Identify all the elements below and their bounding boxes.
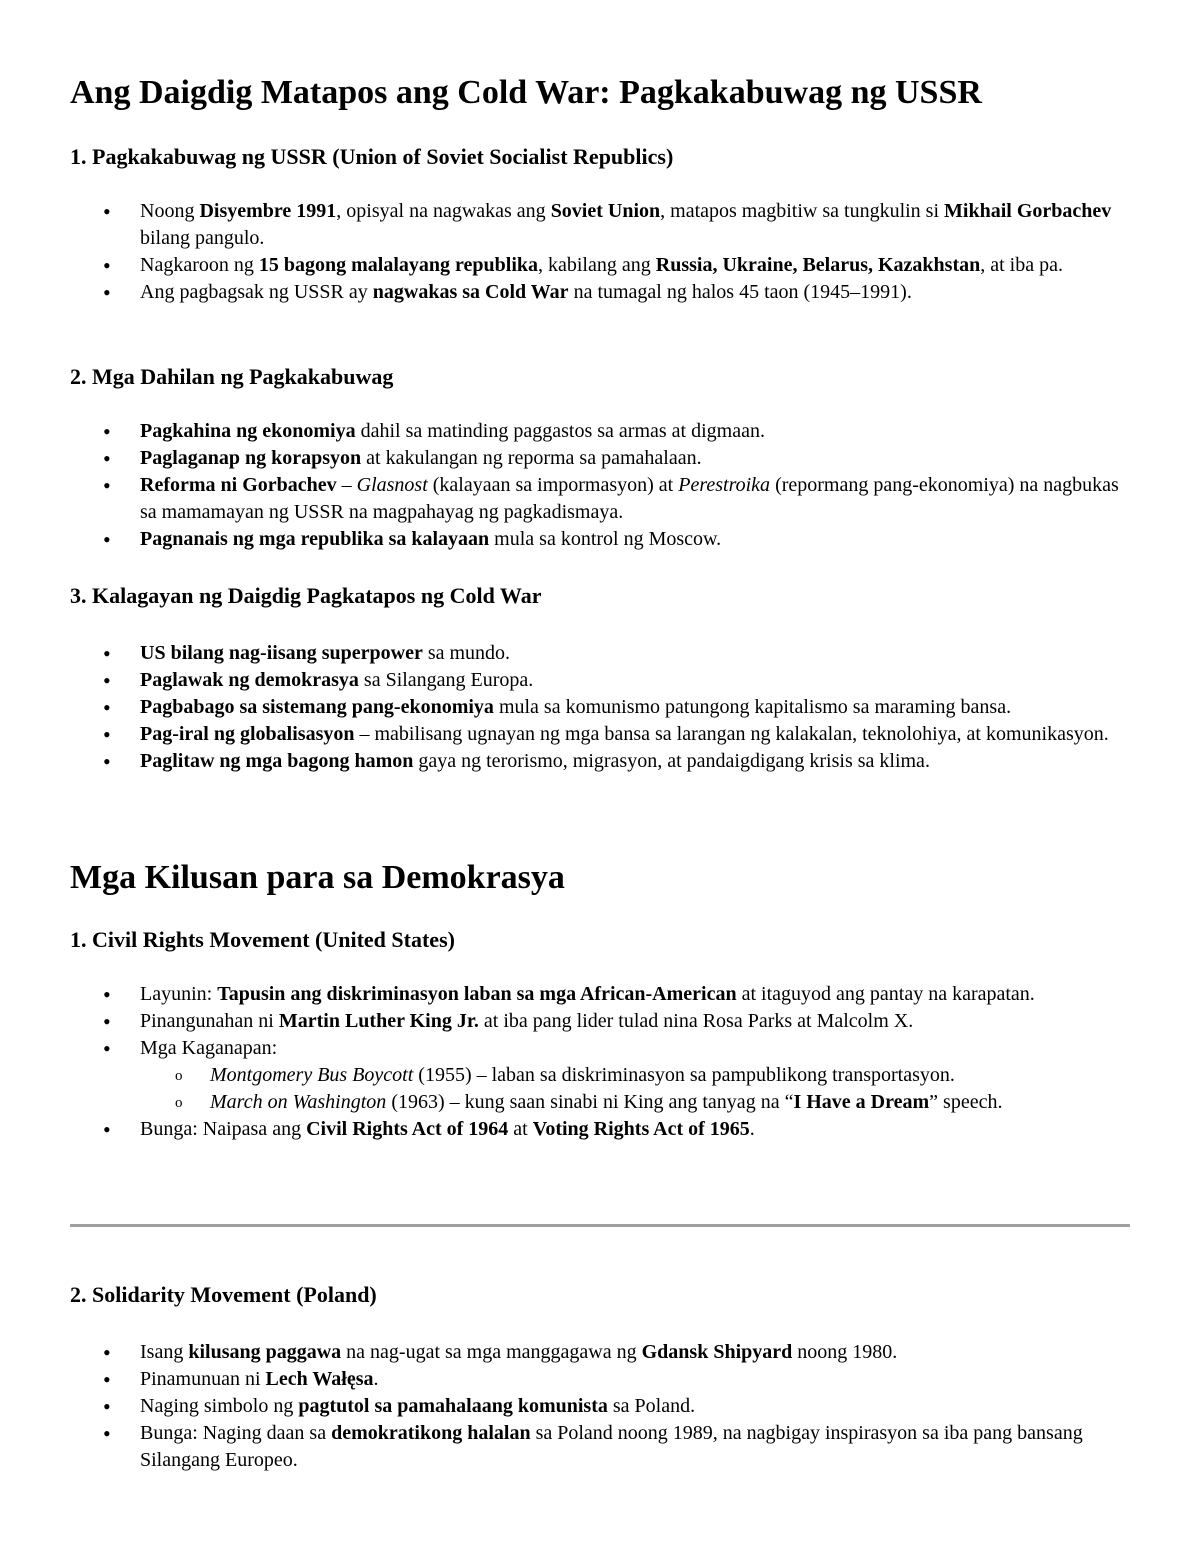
list-item: • Pinamunuan ni Lech Wałęsa. — [0, 1366, 1200, 1393]
list-item: • Pagbabago sa sistemang pang-ekonomiya mula sa komunismo patungong kapitalismo sa maraming bansa. — [0, 694, 1200, 721]
post-cold-war-list — [0, 640, 1200, 775]
list-item: • Reforma ni Gorbachev – Glasnost (kalayaan sa impormasyon) at Perestroika (repormang pang-ekonomiya) na nagbukas sa mamamayan ng USSR na magpahayag ng pagkadismaya. — [0, 472, 1200, 526]
ussr-dissolution-list — [0, 198, 1200, 306]
heading-reasons: 2. Mga Dahilan ng Pagkakabuwag — [70, 364, 394, 389]
horizontal-divider — [70, 1224, 1130, 1227]
sub-list-item: o Montgomery Bus Boycott (1955) – laban sa diskriminasyon sa pampublikong transportasyon. — [140, 1062, 1120, 1089]
list-item: • Paglitaw ng mga bagong hamon gaya ng terorismo, migrasyon, at pandaigdigang krisis sa klima. — [0, 748, 1200, 775]
list-item: • Layunin: Tapusin ang diskriminasyon laban sa mga African-American at itaguyod ang pantay na karapatan. — [0, 981, 1200, 1008]
list-item: • Paglawak ng demokrasya sa Silangang Europa. — [0, 667, 1200, 694]
list-item: • Ang pagbagsak ng USSR ay nagwakas sa Cold War na tumagal ng halos 45 taon (1945–1991). — [0, 279, 1200, 306]
list-item: • Nagkaroon ng 15 bagong malalayang republika, kabilang ang Russia, Ukraine, Belarus, Kazakhstan, at iba pa. — [0, 252, 1200, 279]
list-item: • Noong Disyembre 1991, opisyal na nagwakas ang Soviet Union, matapos magbitiw sa tungkulin si Mikhail Gorbachev bilang pangulo. — [0, 198, 1200, 252]
reasons-list — [0, 418, 1200, 553]
list-item: • Naging simbolo ng pagtutol sa pamahalaang komunista sa Poland. — [0, 1393, 1200, 1420]
heading-solidarity: 2. Solidarity Movement (Poland) — [70, 1282, 377, 1307]
section-title-cold-war: Ang Daigdig Matapos ang Cold War: Pagkakabuwag ng USSR — [70, 74, 982, 111]
civil-rights-list — [0, 981, 1200, 1143]
list-item: • Pagkahina ng ekonomiya dahil sa matinding paggastos sa armas at digmaan. — [0, 418, 1200, 445]
list-item: • Bunga: Naging daan sa demokratikong halalan sa Poland noong 1989, na nagbigay inspirasyon sa iba pang bansang Silangang Europeo. — [0, 1420, 1200, 1474]
heading-civil-rights: 1. Civil Rights Movement (United States) — [70, 927, 455, 952]
sub-list-item: o March on Washington (1963) – kung saan sinabi ni King ang tanyag na “I Have a Dream” speech. — [140, 1089, 1120, 1116]
list-item: • Pagnanais ng mga republika sa kalayaan mula sa kontrol ng Moscow. — [0, 526, 1200, 553]
list-item: • Pag-iral ng globalisasyon – mabilisang ugnayan ng mga bansa sa larangan ng kalakalan, teknolohiya, at komunikasyon. — [0, 721, 1200, 748]
list-item: • Pinangunahan ni Martin Luther King Jr. at iba pang lider tulad nina Rosa Parks at Malcolm X. — [0, 1008, 1200, 1035]
list-item: • Bunga: Naipasa ang Civil Rights Act of 1964 at Voting Rights Act of 1965. — [0, 1116, 1200, 1143]
heading-post-cold-war: 3. Kalagayan ng Daigdig Pagkatapos ng Cold War — [70, 583, 542, 608]
list-item: • US bilang nag-iisang superpower sa mundo. — [0, 640, 1200, 667]
section-title-democracy: Mga Kilusan para sa Demokrasya — [70, 859, 565, 896]
solidarity-list — [0, 1339, 1200, 1474]
list-item: • Mga Kaganapan: o Montgomery Bus Boycott (1955) – laban sa diskriminasyon sa pampublikong transportasyon. o March on Washington (1963) – kung saan sinabi ni King ang tanyag na “I Have a Dream” speech. — [0, 1035, 1200, 1116]
events-sublist — [140, 1062, 1120, 1116]
list-item: • Paglaganap ng korapsyon at kakulangan ng reporma sa pamahalaan. — [0, 445, 1200, 472]
heading-ussr-dissolution: 1. Pagkakabuwag ng USSR (Union of Soviet Socialist Republics) — [70, 144, 674, 169]
list-item: • Isang kilusang paggawa na nag-ugat sa mga manggagawa ng Gdansk Shipyard noong 1980. — [0, 1339, 1200, 1366]
